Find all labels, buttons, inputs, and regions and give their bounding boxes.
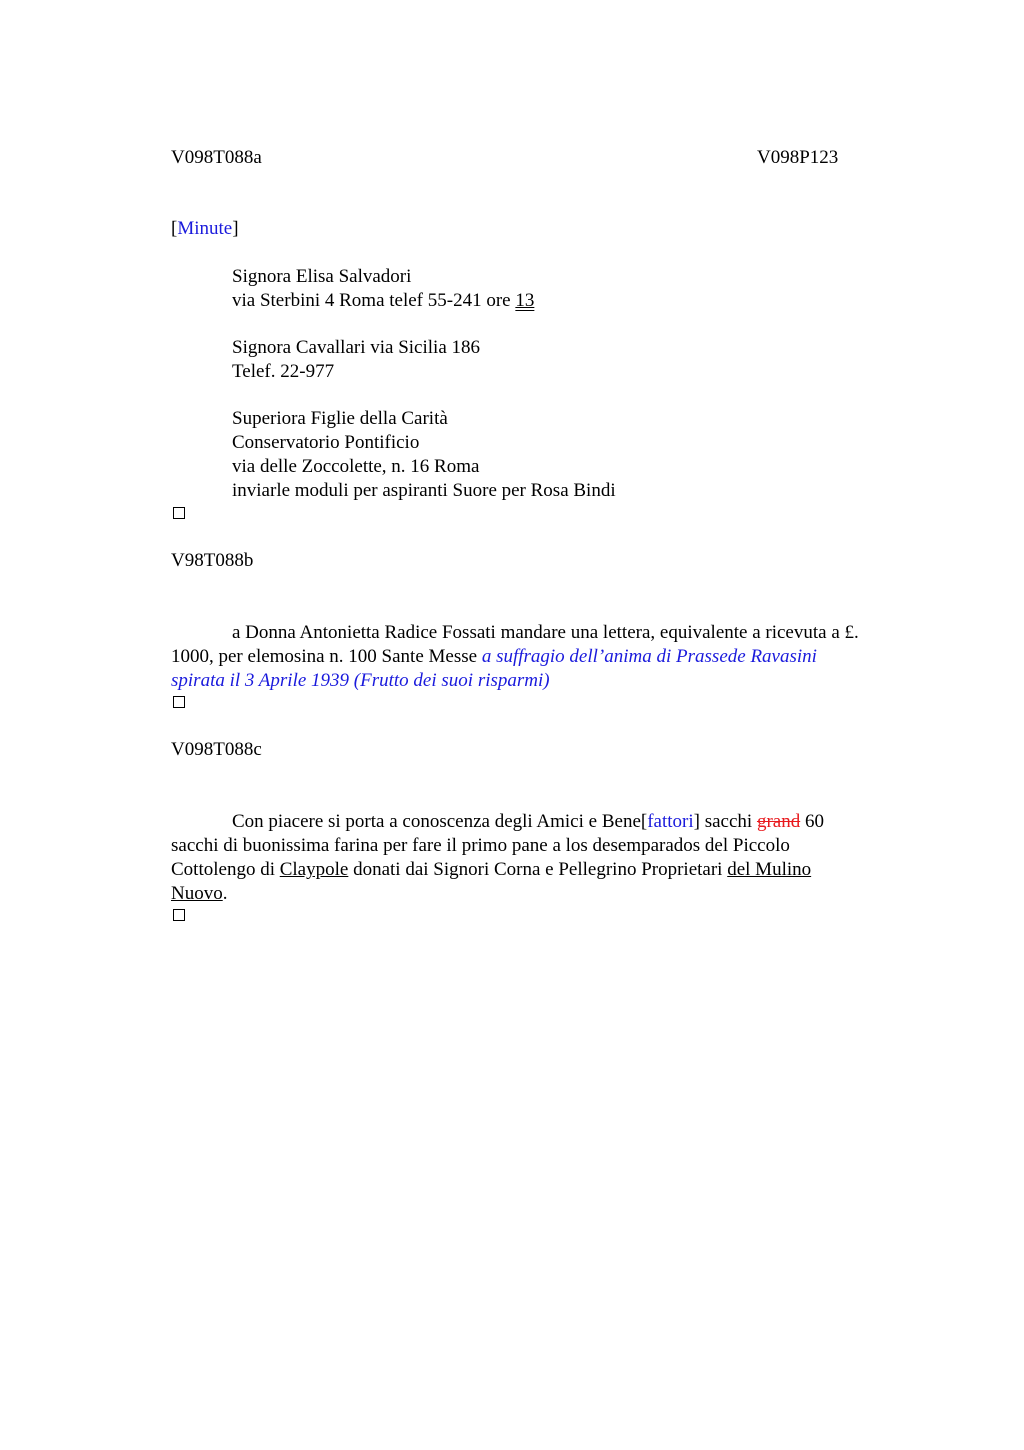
paragraph-line bbox=[171, 882, 916, 906]
paragraph-text: Con piacere si porta a conoscenza degli Amici e Bene bbox=[232, 811, 641, 832]
bracket-open: [ bbox=[171, 218, 178, 239]
bracket-close: ] bbox=[693, 811, 700, 832]
section-code-c: V098T088c bbox=[171, 739, 262, 760]
paragraph-line bbox=[171, 645, 916, 669]
address-cavallari bbox=[232, 336, 480, 384]
separator-box bbox=[173, 696, 185, 708]
address-text: via Sterbini 4 Roma telef 55-241 ore bbox=[232, 290, 516, 311]
minute-heading bbox=[171, 217, 239, 241]
italic-annotation: a suffragio dell’anima di Prassede Ravasini bbox=[481, 646, 817, 667]
paragraph-claypole bbox=[171, 810, 916, 906]
paragraph-text: Cottolengo di bbox=[171, 859, 280, 880]
paragraph-text: 1000, per elemosina n. 100 Sante Messe bbox=[171, 646, 482, 667]
address-line: Telef. 22-977 bbox=[232, 361, 335, 382]
document-code-left: V098T088a bbox=[171, 147, 262, 168]
address-line: Superiora Figlie della Carità bbox=[232, 408, 448, 429]
address-line: Signora Elisa Salvadori bbox=[232, 266, 412, 287]
address-line: via delle Zoccolette, n. 16 Roma bbox=[232, 456, 480, 477]
paragraph-text: sacchi bbox=[699, 811, 757, 832]
time-underlined: 13 bbox=[515, 290, 535, 311]
paragraph-text: donati dai Signori Corna e Pellegrino Proprietari bbox=[348, 859, 728, 880]
paragraph-text: 60 bbox=[800, 811, 824, 832]
paragraph-line bbox=[171, 810, 916, 834]
restored-word: fattori bbox=[647, 811, 694, 832]
mill-underlined: Nuovo bbox=[171, 883, 223, 904]
paragraph-line bbox=[171, 858, 916, 882]
paragraph-fossati bbox=[171, 621, 916, 693]
paragraph-text: . bbox=[222, 883, 228, 904]
italic-annotation: spirata il 3 Aprile 1939 (Frutto dei suoi risparmi) bbox=[171, 670, 550, 691]
minute-label: Minute bbox=[177, 218, 233, 239]
bracket-open: [ bbox=[640, 811, 648, 832]
address-line: inviarle moduli per aspiranti Suore per Rosa Bindi bbox=[232, 480, 616, 501]
address-line: Conservatorio Pontificio bbox=[232, 432, 420, 453]
place-underlined: Claypole bbox=[279, 859, 349, 880]
document-code-right: V098P123 bbox=[757, 147, 839, 168]
paragraph-line: a Donna Antonietta Radice Fossati mandare una lettera, equivalente a ricevuta a £. bbox=[232, 622, 859, 643]
mill-underlined: del Mulino bbox=[727, 859, 812, 880]
deleted-word: grand bbox=[756, 811, 801, 832]
paragraph-line: sacchi di buonissima farina per fare il primo pane a los desemparados del Piccolo bbox=[171, 835, 790, 856]
bracket-close: ] bbox=[232, 218, 239, 239]
separator-box bbox=[173, 909, 185, 921]
section-code-b: V98T088b bbox=[171, 550, 254, 571]
address-line bbox=[232, 289, 534, 313]
address-line: Signora Cavallari via Sicilia 186 bbox=[232, 337, 481, 358]
address-salvadori bbox=[232, 265, 534, 313]
separator-box bbox=[173, 507, 185, 519]
address-superiora bbox=[232, 407, 616, 503]
